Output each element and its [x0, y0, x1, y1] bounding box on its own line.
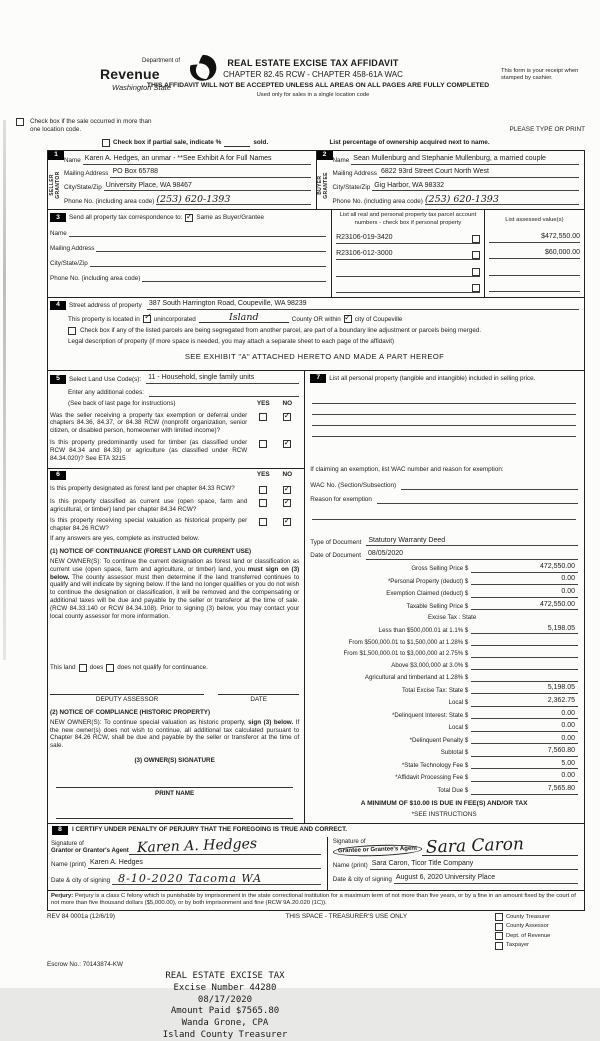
section-8-number: 8: [52, 826, 68, 835]
land-use-code-field[interactable]: 11 - Household, single family units: [146, 374, 299, 384]
q6-3-yes-checkbox[interactable]: [259, 518, 267, 526]
assessed-value-4[interactable]: [489, 282, 580, 292]
form-body: [47, 150, 585, 912]
personal-property-checkbox-3[interactable]: [472, 268, 480, 276]
question-forest-land: Is this property designated as forest land per chapter 84.33 RCW?: [50, 484, 235, 492]
logo-state-name: Washington State: [112, 83, 172, 92]
multi-location-checkbox[interactable]: [16, 118, 24, 126]
unincorporated-label: unincorporated: [153, 315, 196, 323]
grantee-signature-line[interactable]: [422, 834, 578, 858]
personal-property-line-3[interactable]: [312, 415, 576, 426]
city-checkbox[interactable]: [344, 315, 352, 323]
multi-location-row: [16, 118, 585, 134]
buyer-mailing-field[interactable]: 6822 93rd Street Court North West: [379, 168, 579, 178]
delinquent-interest-state-field[interactable]: 0.00: [471, 710, 578, 720]
multi-location-note: Check box if the sale occurred in more than one location code.: [30, 118, 152, 133]
stamp-title: REAL ESTATE EXCISE TAX: [165, 971, 285, 982]
buyer-mailing-label: Mailing Address: [332, 170, 377, 178]
street-address-field[interactable]: 387 South Harrington Road, Coupeville, WA 98239: [147, 300, 579, 310]
exhibit-a-note: SEE EXHIBIT "A" ATTACHED HERETO AND MADE A PART HEREOF: [184, 352, 445, 362]
buyer-side-label: [318, 161, 330, 210]
section-1-number: 1: [48, 151, 64, 160]
question-historic-property: Is this property receiving special valuation as historical property per chapter 84.26 RCW?: [50, 517, 248, 533]
seller-name-field[interactable]: Karen A. Hedges, an unmar - **See Exhibit A for Full Names: [83, 155, 311, 165]
taxpayer-checkbox[interactable]: [495, 942, 503, 950]
taxable-selling-price-field[interactable]: 472,550.00: [471, 601, 578, 611]
delinquent-penalty-field[interactable]: 0.00: [471, 735, 578, 745]
logo-agency-name: Revenue: [100, 65, 160, 82]
continuance-qualify-row: [50, 664, 299, 672]
grantee-name-print-label: Name (print): [332, 861, 368, 869]
personal-property-line-4[interactable]: [312, 426, 576, 437]
located-in-label: This property is located in: [68, 315, 140, 323]
section-6-header: [48, 468, 304, 481]
tier4-field[interactable]: [471, 661, 578, 670]
tier2-field[interactable]: [471, 637, 578, 646]
seller-city-label: City/State/Zip: [64, 183, 102, 191]
total-excise-state-label: Total Excise Tax: State $: [401, 686, 469, 694]
delinquent-interest-state-label: *Delinquent Interest: State $: [391, 711, 469, 719]
buyer-city-field[interactable]: Gig Harbor, WA 98332: [372, 182, 579, 192]
q6-2-yes-checkbox[interactable]: [259, 499, 267, 507]
yes-header-6: YES: [256, 471, 270, 479]
excise-local-label: Local $: [448, 699, 469, 707]
excise-local-field[interactable]: 2,362.75: [471, 697, 578, 707]
notice-compliance-body: [50, 719, 299, 750]
legal-description-note: Legal description of property (if more space is needed, you may attach a separate sheet to each page of the affidavit): [68, 338, 395, 346]
routing-checkboxes: [495, 913, 585, 951]
excise-tax-state-header: Excise Tax : State: [427, 614, 477, 622]
q6-3-no-checkbox[interactable]: [283, 518, 291, 526]
seller-phone-label: Phone No. (including area code): [64, 197, 155, 205]
yes-header-5: YES: [256, 399, 270, 407]
type-of-document-label: Type of Document: [310, 538, 362, 546]
does-not-qualify-checkbox[interactable]: [106, 664, 114, 672]
personal-property-line-2[interactable]: [312, 404, 576, 415]
seller-side-top: SELLER: [48, 174, 55, 196]
notice1-bold: must sign on (3) below.: [50, 565, 300, 581]
logo-dept-line: Department of: [142, 58, 181, 64]
seller-mailing-field[interactable]: PO Box 65788: [110, 168, 310, 178]
grantee-date-label: Date & city of signing: [332, 875, 392, 883]
print-name-label: PRINT NAME: [155, 789, 195, 797]
seller-phone-field[interactable]: (253) 620-1393: [156, 195, 310, 206]
grantor-signature-label-2: Grantor or Grantor's Agent: [51, 847, 129, 855]
middle-columns: [48, 370, 584, 823]
grantor-signature-label-1: Signature of: [51, 839, 84, 847]
partial-sale-label: Check box if partial sale, indicate %: [113, 138, 222, 146]
q5-1-no-checkbox[interactable]: [283, 413, 291, 421]
question-timber-agriculture: Is this property predominantly used for timber (as classified under RCW 84.34 and 84.33) or agriculture (as classified under RCW 84.34.020)? See ETA 3215: [50, 439, 248, 462]
subtotal-label: Subtotal $: [440, 749, 469, 757]
notice2-rest: If the new owner(s) does not wish to continue, all additional tax calculated pursuant to Chapter 84.26 RCW, shall be due and payable by the seller or transferor at the time of sale.: [50, 718, 300, 750]
agricultural-tier-label: Agricultural and timberland at 1.28% $: [364, 674, 469, 682]
reason-field[interactable]: [377, 495, 578, 504]
stamp-treasurer-title: Island County Treasurer: [162, 1029, 288, 1040]
affidavit-processing-fee-label: *Affidavit Processing Fee $: [395, 774, 469, 782]
additional-codes-field[interactable]: [149, 388, 299, 397]
usage-note: Used only for sales in a single location code: [256, 91, 370, 98]
instructions-note: (See back of last page for instructions): [68, 399, 176, 407]
corr-city-label: City/State/Zip: [50, 259, 88, 267]
subtotal-field[interactable]: 7,560.80: [471, 747, 578, 757]
grantor-date-field[interactable]: 8-10-2020 Tacoma WA: [112, 873, 321, 885]
q6-2-no-checkbox[interactable]: [283, 499, 291, 507]
grantee-name-print-field[interactable]: Sara Caron, Ticor Title Company: [370, 860, 578, 870]
unincorporated-checkbox[interactable]: [143, 315, 151, 323]
complete-note: If any answers are yes, complete as instructed below.: [50, 535, 200, 543]
buyer-name-label: Name: [332, 157, 350, 165]
state-technology-fee-label: *State Technology Fee $: [401, 761, 469, 769]
grantor-signature-block: [48, 837, 327, 890]
corr-mailing-field[interactable]: [96, 243, 326, 252]
parties-section: [48, 151, 584, 210]
tier3-field[interactable]: [471, 649, 578, 658]
does-not-label: does not qualify for continuance.: [117, 663, 208, 671]
seller-side-label: [50, 161, 62, 210]
perjury-notice: [48, 890, 584, 911]
buyer-grantee-block: [316, 151, 585, 210]
parcel-number-1[interactable]: R23106-019-3420: [336, 233, 393, 241]
personal-property-line-1[interactable]: [312, 393, 576, 404]
grantee-signature-block: [327, 834, 584, 890]
question-current-use: Is this property classified as current use (open space, farm and agricultural, or timber) land per chapter 84.34 RCW?: [50, 497, 248, 513]
correspondence-block: [48, 210, 332, 297]
buyer-name-field[interactable]: Sean Mullenburg and Stephanie Mullenburg, a married couple: [351, 155, 579, 165]
corr-name-label: Name: [50, 229, 67, 237]
street-address-label: Street address of property: [69, 302, 142, 310]
gross-selling-price-label: Gross Selling Price $: [411, 565, 469, 573]
grantor-name-print-label: Name (print): [51, 860, 86, 868]
buyer-side-bottom: GRANTEE: [323, 171, 329, 199]
dor-logo: [100, 58, 218, 92]
land-use-column: [48, 371, 305, 823]
exemption-claimed-label: Exemption Claimed (deduct) $: [386, 590, 469, 598]
land-use-label: Select Land Use Code(s):: [69, 375, 142, 383]
footer-row: [47, 913, 585, 951]
gross-selling-price-field[interactable]: 472,550.00: [471, 563, 578, 573]
city-of-label: city of Coupeville: [354, 315, 403, 323]
corr-phone-field[interactable]: [142, 273, 326, 282]
same-as-buyer-label: Same as Buyer/Grantee: [196, 214, 264, 222]
buyer-phone-field[interactable]: (253) 620-1393: [425, 195, 579, 206]
county-assessor-label: County Assessor: [506, 923, 549, 930]
buyer-side-top: BUYER: [317, 175, 324, 195]
grantor-name-print-field[interactable]: Karen A. Hedges: [88, 859, 321, 869]
treasurer-use-note: THIS SPACE - TREASURER'S USE ONLY: [285, 913, 408, 921]
date-of-document-label: Date of Document: [310, 552, 362, 560]
form-header: [16, 58, 585, 114]
county-treasurer-label: County Treasurer: [506, 913, 550, 920]
parcel-header: List all real and personal property tax parcel account numbers - check box if personal property: [339, 212, 477, 226]
deputy-assessor-row: [50, 686, 299, 704]
same-as-buyer-checkbox[interactable]: [185, 214, 193, 222]
assessed-value-1[interactable]: $472,550.00: [489, 233, 580, 243]
county-name-field[interactable]: Island: [199, 313, 289, 324]
stamp-excise-number: Excise Number 44280: [173, 982, 277, 993]
seller-grantor-block: [48, 151, 316, 210]
taxable-selling-price-label: Taxable Selling Price $: [406, 602, 469, 610]
assessed-value-3[interactable]: [489, 266, 580, 276]
escrow-number: Escrow No.: 70143874-KW: [47, 961, 123, 969]
does-qualify-checkbox[interactable]: [79, 664, 87, 672]
deputy-date-label: DATE: [250, 695, 267, 703]
dept-of-revenue-checkbox[interactable]: [495, 932, 503, 940]
wac-number-field[interactable]: [401, 481, 578, 490]
scan-artifact: [3, 120, 6, 660]
q6-1-yes-checkbox[interactable]: [259, 486, 267, 494]
section-3-number: 3: [50, 213, 66, 222]
stamp-treasurer-name: Wanda Grone, CPA: [181, 1017, 269, 1028]
owners-signature-label: (3) OWNER(S) SIGNATURE: [134, 757, 215, 765]
total-due-field[interactable]: 7,565.80: [471, 785, 578, 795]
dor-swirl-icon: [188, 54, 218, 84]
grantor-signature-line[interactable]: [129, 838, 321, 855]
corr-mailing-label: Mailing Address: [50, 244, 95, 252]
dept-of-revenue-label: Dept. of Revenue: [506, 932, 551, 939]
no-header-5: NO: [282, 399, 293, 407]
property-address-section: [48, 297, 584, 370]
form-subtitle: CHAPTER 82.45 RCW - CHAPTER 458-61A WAC: [223, 70, 403, 80]
exemption-claimed-field[interactable]: 0.00: [471, 588, 578, 598]
tier1-label: Less than $500,000.01 at 1.1% $: [378, 626, 469, 634]
personal-property-checkbox-1[interactable]: [472, 235, 480, 243]
deputy-date-line[interactable]: [218, 686, 299, 695]
receipt-note: This form is your receipt when stamped by cashier.: [501, 68, 579, 82]
date-of-document-field[interactable]: 08/05/2020: [366, 550, 578, 560]
grantor-date-label: Date & city of signing: [51, 876, 111, 884]
stamp-amount-paid: Amount Paid $7565.80: [170, 1006, 280, 1017]
question-exemption-deferral: Was the seller receiving a property tax exemption or deferral under chapters 84.36, 84.37, or 84.38 RCW (nonprofit organization, senior citizen, or disabled person, homeowner with limited income)?: [50, 411, 248, 435]
seller-mailing-label: Mailing Address: [64, 170, 109, 178]
certification-section: [48, 823, 584, 890]
county-or-within-label: County OR within: [291, 315, 341, 323]
notice-continuance-title: (1) NOTICE OF CONTINUANCE (FOREST LAND OR CURRENT USE): [50, 548, 252, 556]
seller-city-field[interactable]: University Place, WA 98467: [104, 182, 311, 192]
wac-label: WAC No. (Section/Subsection): [310, 482, 397, 490]
personal-property-note: List all personal property (tangible and intangible) included in selling price.: [329, 374, 536, 382]
additional-codes-label: Enter any additional codes:: [68, 388, 144, 396]
exemption-note: If claiming an exemption, list WAC number and reason for exemption:: [310, 466, 504, 474]
q6-1-no-checkbox[interactable]: [283, 486, 291, 494]
personal-property-checkbox-2[interactable]: [472, 251, 480, 259]
total-due-label: Total Due $: [437, 786, 469, 794]
corr-name-field[interactable]: [69, 228, 326, 237]
reason-label: Reason for exemption: [310, 496, 372, 504]
corr-phone-label: Phone No. (including area code): [50, 274, 141, 282]
stamp-date: 08/17/2020: [197, 994, 253, 1005]
section-5-number: 5: [50, 375, 66, 384]
treasurer-stamp: [85, 971, 365, 1041]
parcel-numbers-block: [332, 210, 485, 297]
q5-2-yes-checkbox[interactable]: [259, 440, 267, 448]
state-technology-fee-field[interactable]: 5.00: [471, 760, 578, 770]
affidavit-processing-fee-field[interactable]: 0.00: [471, 772, 578, 782]
see-instructions-note: *SEE INSTRUCTIONS: [411, 810, 477, 818]
delinquent-interest-local-label: Local $: [448, 724, 469, 732]
section-2-number: 2: [317, 151, 333, 160]
owners-signature-line[interactable]: [56, 775, 293, 788]
personal-property-deduct-field[interactable]: 0.00: [471, 575, 578, 585]
seller-side-bottom: GRANTOR: [54, 171, 61, 199]
notice1-pre: NEW OWNER(S): To continue the current designation as forest land or classification as current use (open space, farm and agriculture, or timber) land, you: [50, 557, 300, 573]
notice1-rest: The county assessor must then determine if the land transferred continues to qualify and will indicate by signing below. If the land no longer qualifies or you do not wish to continue the designation or classification, it will be removed and the compensating or additional taxes will be due and payable by the seller or transferor at the time of sale. (RCW 84.33.140 or RCW 84.34.108). Prior to signing (3) below, you may contact your local county assessor for more information.: [50, 573, 300, 620]
perjury-label: Perjury:: [51, 892, 74, 899]
section-6-number: 6: [50, 471, 66, 480]
tier4-label: Above $3,000,000 at 3.0% $: [391, 662, 469, 670]
partial-sale-percent-field[interactable]: [224, 140, 250, 147]
personal-property-deduct-label: *Personal Property (deduct) $: [387, 577, 469, 585]
grantor-signature: Karen A. Hedges: [136, 836, 258, 857]
total-excise-state-field[interactable]: 5,198.05: [471, 684, 578, 694]
assessed-value-2[interactable]: $60,000.00: [489, 249, 580, 259]
this-land-label: This land: [50, 663, 76, 671]
does-label: does: [89, 663, 104, 671]
selling-price-column: [305, 371, 584, 823]
buyer-phone-label: Phone No. (including area code): [332, 197, 423, 205]
grantee-signature-label-1: Signature of: [332, 837, 366, 845]
agricultural-tier-field[interactable]: [471, 673, 578, 682]
corr-city-field[interactable]: [90, 258, 326, 267]
county-assessor-checkbox[interactable]: [495, 923, 503, 931]
deputy-assessor-signature-line[interactable]: [50, 686, 204, 695]
parcel-number-2[interactable]: R23106-012-3000: [336, 250, 393, 258]
certify-statement: I CERTIFY UNDER PENALTY OF PERJURY THAT THE FOREGOING IS TRUE AND CORRECT.: [72, 826, 347, 834]
grantee-signature: Sara Caron: [425, 834, 525, 858]
segregated-checkbox[interactable]: [68, 327, 76, 335]
tier2-label: From $500,000.01 to $1,500,000 at 1.28% $: [348, 638, 469, 646]
delinquent-penalty-label: *Delinquent Penalty $: [409, 736, 469, 744]
send-correspondence-label: Send all property tax correspondence to:: [69, 214, 183, 222]
partial-sale-row: [47, 139, 585, 147]
tax-correspondence-section: [48, 209, 584, 297]
q5-2-no-checkbox[interactable]: [283, 440, 291, 448]
delinquent-interest-local-field[interactable]: 0.00: [471, 722, 578, 732]
form-warning: THIS AFFIDAVIT WILL NOT BE ACCEPTED UNLESS ALL AREAS ON ALL PAGES ARE FULLY COMPLETED: [146, 82, 490, 90]
type-or-print-note: PLEASE TYPE OR PRINT: [509, 125, 585, 133]
perjury-text: Perjury is a class C felony which is punishable by imprisonment in the state correctional institution for a maximum term of not more than five years, or by a fine in an amount fixed by the court of not more than five thousand dollars ($5,000.00), or by both imprisonment and fine (RCW 9A.20.020 (1C)).: [51, 892, 576, 906]
no-header-6: NO: [282, 471, 293, 479]
notice2-bold: sign (3) below.: [248, 718, 294, 726]
section-4-number: 4: [50, 301, 66, 310]
county-treasurer-checkbox[interactable]: [495, 913, 503, 921]
tier1-field[interactable]: 5,198.05: [471, 625, 578, 635]
section-7-number: 7: [310, 374, 326, 383]
taxpayer-label: Taxpayer: [506, 942, 530, 949]
personal-property-checkbox-4[interactable]: [472, 284, 480, 292]
segregated-note: Check box if any of the listed parcels are being segregated from another parcel, are part of a boundary line adjustment or parcels being merged.: [80, 327, 482, 335]
reason-line-2[interactable]: [312, 509, 576, 520]
assessed-values-block: [485, 210, 584, 297]
buyer-city-label: City/State/Zip: [332, 183, 371, 191]
ownership-percentage-note: List percentage of ownership acquired next to name.: [329, 138, 490, 146]
grantee-date-field[interactable]: August 6, 2020 University Place: [394, 874, 578, 884]
grantee-signature-label-2: Grantee or Grantee's Agent: [333, 844, 422, 858]
notice-compliance-title: (2) NOTICE OF COMPLIANCE (HISTORIC PROPERTY): [50, 708, 211, 716]
notice-continuance-body: [50, 558, 299, 621]
notice2-pre: NEW OWNER(S): To continue special valuation as historic property,: [50, 718, 246, 726]
minimum-fee-note: A MINIMUM OF $10.00 IS DUE IN FEE(S) AND/OR TAX: [360, 799, 528, 807]
assessed-values-header: List assessed value(s): [505, 217, 564, 224]
form-title: REAL ESTATE EXCISE TAX AFFIDAVIT: [227, 58, 399, 68]
type-of-document-field[interactable]: Statutory Warranty Deed: [366, 537, 578, 547]
form-revision: REV 84 0001a (12/6/19): [47, 913, 115, 921]
seller-name-label: Name: [64, 157, 81, 165]
partial-sale-checkbox[interactable]: [102, 139, 110, 147]
q5-1-yes-checkbox[interactable]: [259, 413, 267, 421]
partial-sale-sold-label: sold.: [253, 138, 269, 146]
deputy-assessor-label: DEPUTY ASSESSOR: [95, 695, 159, 703]
tier3-label: From $1,500,000.01 to $3,000,000 at 2.75% $: [343, 650, 469, 658]
print-name-line[interactable]: [56, 806, 293, 819]
